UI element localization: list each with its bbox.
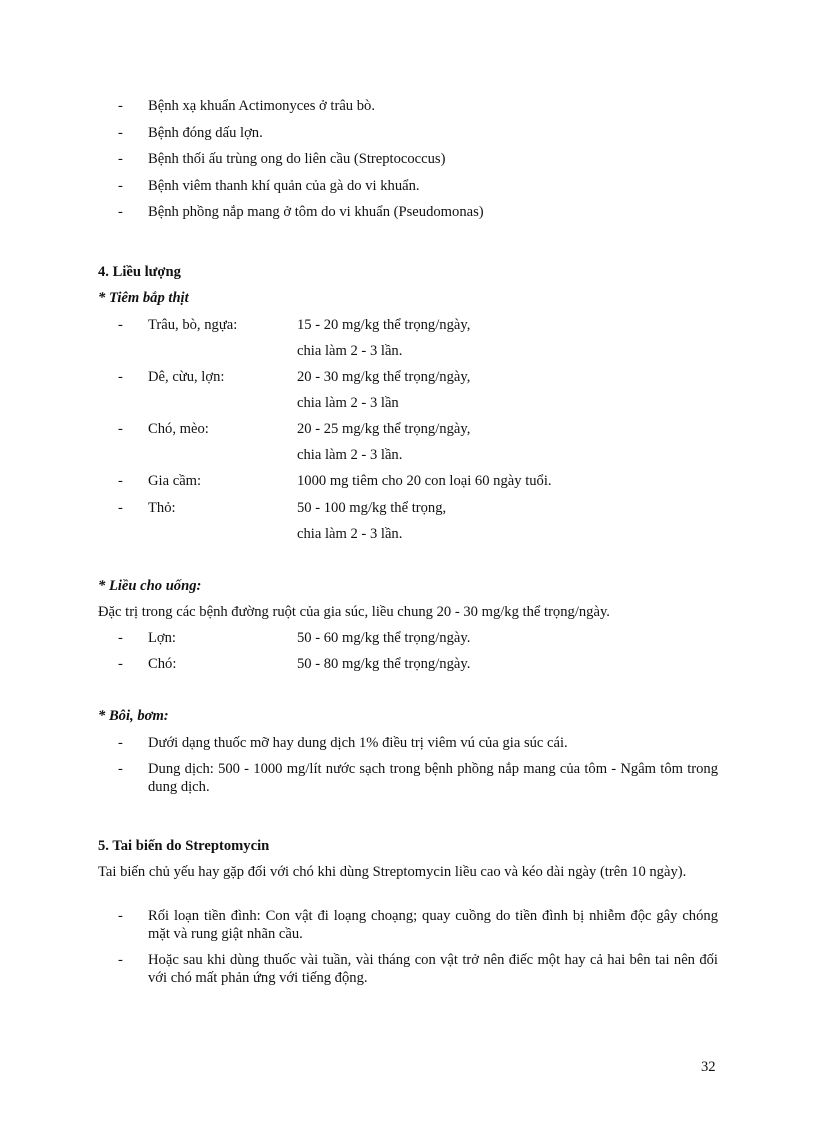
- section-5-intro: Tai biến chủ yếu hay gặp đối với chó khi dùng Streptomycin liều cao và kéo dài ngày (trên 10 ngày).: [98, 864, 687, 880]
- list-dash: -: [118, 473, 123, 489]
- animal-label: Lợn:: [148, 630, 176, 646]
- dose-note: chia làm 2 - 3 lần.: [297, 526, 403, 542]
- list-dash: -: [118, 421, 123, 437]
- dose-value: 20 - 25 mg/kg thể trọng/ngày,: [297, 421, 471, 437]
- animal-label: Chó:: [148, 656, 177, 672]
- dose-value: 1000 mg tiêm cho 20 con loại 60 ngày tuổi.: [297, 473, 552, 489]
- animal-label: Trâu, bò, ngựa:: [148, 317, 238, 333]
- list-dash: -: [118, 656, 123, 672]
- list-dash: -: [118, 630, 123, 646]
- oral-intro: Đặc trị trong các bệnh đường ruột của gia súc, liều chung 20 - 30 mg/kg thể trọng/ngày.: [98, 604, 610, 620]
- animal-label: Gia cầm:: [148, 473, 202, 489]
- page-number: 32: [701, 1059, 716, 1075]
- list-item: Dung dịch: 500 - 1000 mg/lít nước sạch trong bệnh phồng nắp mang của tôm - Ngâm tôm trong dung dịch.: [148, 761, 718, 795]
- animal-label: Dê, cừu, lợn:: [148, 369, 225, 385]
- list-item: Bệnh phồng nắp mang ở tôm do vi khuẩn (Pseudomonas): [148, 204, 484, 220]
- list-dash: -: [118, 125, 123, 141]
- dose-note: chia làm 2 - 3 lần.: [297, 447, 403, 463]
- dose-value: 50 - 60 mg/kg thể trọng/ngày.: [297, 630, 471, 646]
- animal-label: Thỏ:: [148, 500, 176, 516]
- list-dash: -: [118, 204, 123, 220]
- list-dash: -: [118, 761, 123, 777]
- dose-note: chia làm 2 - 3 lần.: [297, 343, 403, 359]
- list-dash: -: [118, 317, 123, 333]
- list-dash: -: [118, 178, 123, 194]
- list-item: Bệnh đóng dấu lợn.: [148, 125, 263, 141]
- section-5-heading: 5. Tai biến do Streptomycin: [98, 838, 270, 854]
- section-4-heading: 4. Liều lượng: [98, 264, 181, 280]
- list-item: Bệnh thối ấu trùng ong do liên cầu (Streptococcus): [148, 151, 446, 167]
- oral-subheading: * Liều cho uống:: [98, 578, 202, 594]
- injection-subheading: * Tiêm bắp thịt: [98, 290, 189, 306]
- list-dash: -: [118, 952, 123, 968]
- list-dash: -: [118, 98, 123, 114]
- dose-value: 50 - 100 mg/kg thể trọng,: [297, 500, 447, 516]
- dose-value: 50 - 80 mg/kg thể trọng/ngày.: [297, 656, 471, 672]
- list-dash: -: [118, 369, 123, 385]
- list-item: Rối loạn tiền đình: Con vật đi loạng choạng; quay cuồng do tiền đình bị nhiễm độc gây chóng mặt và rung giật nhãn cầu.: [148, 908, 718, 942]
- dose-value: 20 - 30 mg/kg thể trọng/ngày,: [297, 369, 471, 385]
- topical-subheading: * Bôi, bơm:: [98, 708, 169, 724]
- list-item: Hoặc sau khi dùng thuốc vài tuần, vài tháng con vật trở nên điếc một hay cả hai bên tai nên đối với chó mất phản ứng với tiếng động.: [148, 952, 718, 986]
- list-item: Bệnh xạ khuẩn Actimonyces ở trâu bò.: [148, 98, 375, 114]
- animal-label: Chó, mèo:: [148, 421, 209, 437]
- list-dash: -: [118, 908, 123, 924]
- dose-value: 15 - 20 mg/kg thể trọng/ngày,: [297, 317, 471, 333]
- list-dash: -: [118, 500, 123, 516]
- list-dash: -: [118, 735, 123, 751]
- list-item: Dưới dạng thuốc mỡ hay dung dịch 1% điều trị viêm vú của gia súc cái.: [148, 735, 568, 751]
- dose-note: chia làm 2 - 3 lần: [297, 395, 399, 411]
- list-item: Bệnh viêm thanh khí quản của gà do vi khuẩn.: [148, 178, 420, 194]
- list-dash: -: [118, 151, 123, 167]
